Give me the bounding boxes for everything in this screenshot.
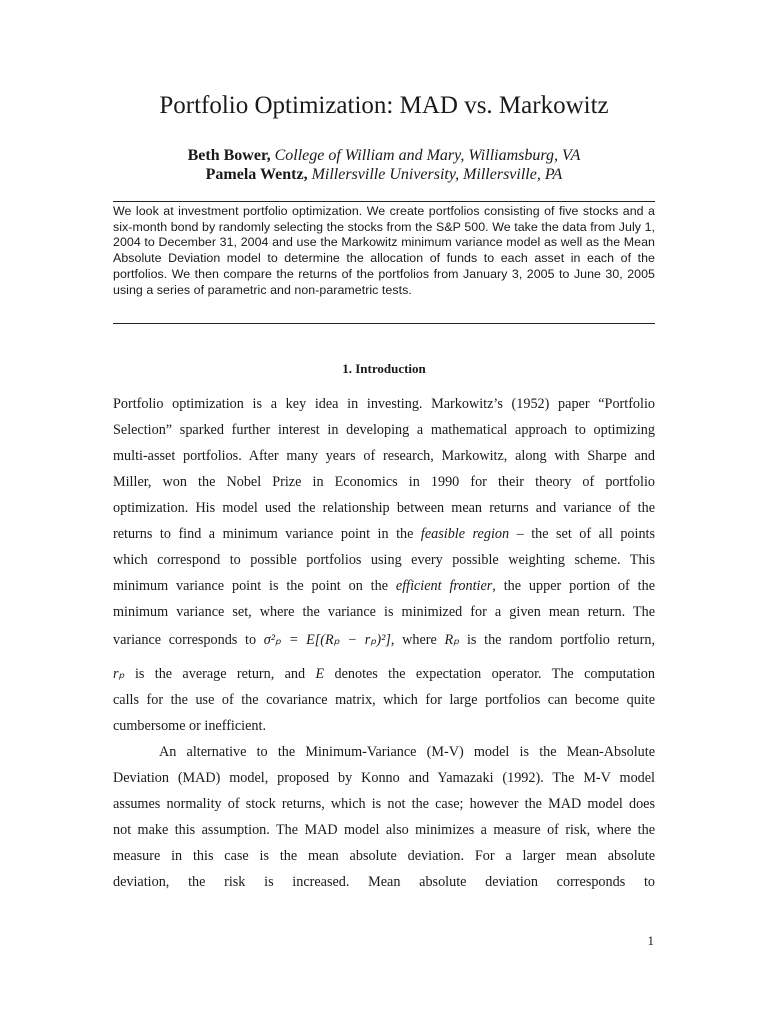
math-variable: Rₚ	[444, 632, 460, 648]
author-name: Pamela Wentz,	[205, 166, 308, 183]
abstract-top-rule	[113, 201, 655, 202]
body-line: which correspond to possible portfolios using every possible weighting scheme. This	[113, 552, 655, 568]
emphasis-term: feasible region	[420, 526, 510, 542]
body-line	[113, 630, 655, 650]
text-span: is the random portfolio return,	[466, 632, 655, 648]
body-line: measure in this case is the mean absolute deviation. For a larger mean absolute	[113, 848, 655, 864]
emphasis-term: efficient frontier	[395, 578, 493, 594]
body-line	[113, 664, 655, 684]
text-span: returns to find a minimum variance point in the	[113, 526, 414, 542]
text-span: is the average return, and	[134, 666, 306, 682]
text-span: denotes the expectation operator. The computation	[334, 666, 655, 682]
math-variable: rₚ	[113, 666, 125, 682]
author-line	[0, 165, 768, 185]
text-span: minimum variance point is the point on the	[113, 578, 388, 594]
body-line: assumes normality of stock returns, which is not the case; however the MAD model does	[113, 796, 655, 812]
text-span: variance corresponds to	[113, 632, 257, 648]
body-line: multi-asset portfolios. After many years of research, Markowitz, along with Sharpe and	[113, 448, 655, 464]
body-line	[113, 524, 655, 544]
body-line: minimum variance set, where the variance is minimized for a given mean return. The	[113, 604, 655, 620]
paper-title: Portfolio Optimization: MAD vs. Markowitz	[159, 92, 609, 119]
abstract: We look at investment portfolio optimization. We create portfolios consisting of five stocks and a six-month bond by randomly selecting the stocks from the S&P 500. We take the data from July 1, 2004 to December 31, 2004 and use the Markowitz minimum variance model as well as the Mean Absolute Deviation model to determine the allocation of funds to each asset in each of the portfolios. We then compare the returns of the portfolios from January 3, 2005 to June 30, 2005 using a series of parametric and non-parametric tests.	[113, 204, 655, 297]
math-operator: E	[315, 666, 325, 682]
author-name: Beth Bower,	[187, 147, 271, 164]
text-span: , where	[390, 632, 437, 648]
variance-formula: σ²ₚ = E[(Rₚ − rₚ)²]	[263, 632, 391, 648]
body-line	[113, 576, 655, 596]
author-affiliation: College of William and Mary, Williamsburg, VA	[274, 147, 581, 164]
abstract-bottom-rule	[113, 323, 655, 324]
author-line	[0, 146, 768, 166]
body-line: Deviation (MAD) model, proposed by Konno and Yamazaki (1992). The M-V model	[113, 770, 655, 786]
text-span: , the upper portion of the	[492, 578, 655, 594]
body-line: Selection” sparked further interest in developing a mathematical approach to optimizing	[113, 422, 655, 438]
body-line: calls for the use of the covariance matrix, which for large portfolios can become quite	[113, 692, 655, 708]
body-line: Portfolio optimization is a key idea in investing. Markowitz’s (1952) paper “Portfolio	[113, 396, 655, 412]
body-line: optimization. His model used the relationship between mean returns and variance of the	[113, 500, 655, 516]
body-line: An alternative to the Minimum-Variance (M-V) model is the Mean-Absolute	[159, 744, 655, 760]
author-affiliation: Millersville University, Millersville, PA	[311, 166, 563, 183]
body-line: not make this assumption. The MAD model also minimizes a measure of risk, where the	[113, 822, 655, 838]
page-number: 1	[647, 933, 654, 948]
text-span: – the set of all points	[516, 526, 656, 542]
section-heading: 1. Introduction	[342, 361, 426, 376]
body-line: cumbersome or inefficient.	[113, 718, 266, 734]
body-line: deviation, the risk is increased. Mean absolute deviation corresponds to	[113, 874, 655, 890]
body-line: Miller, won the Nobel Prize in Economics in 1990 for their theory of portfolio	[113, 474, 655, 490]
